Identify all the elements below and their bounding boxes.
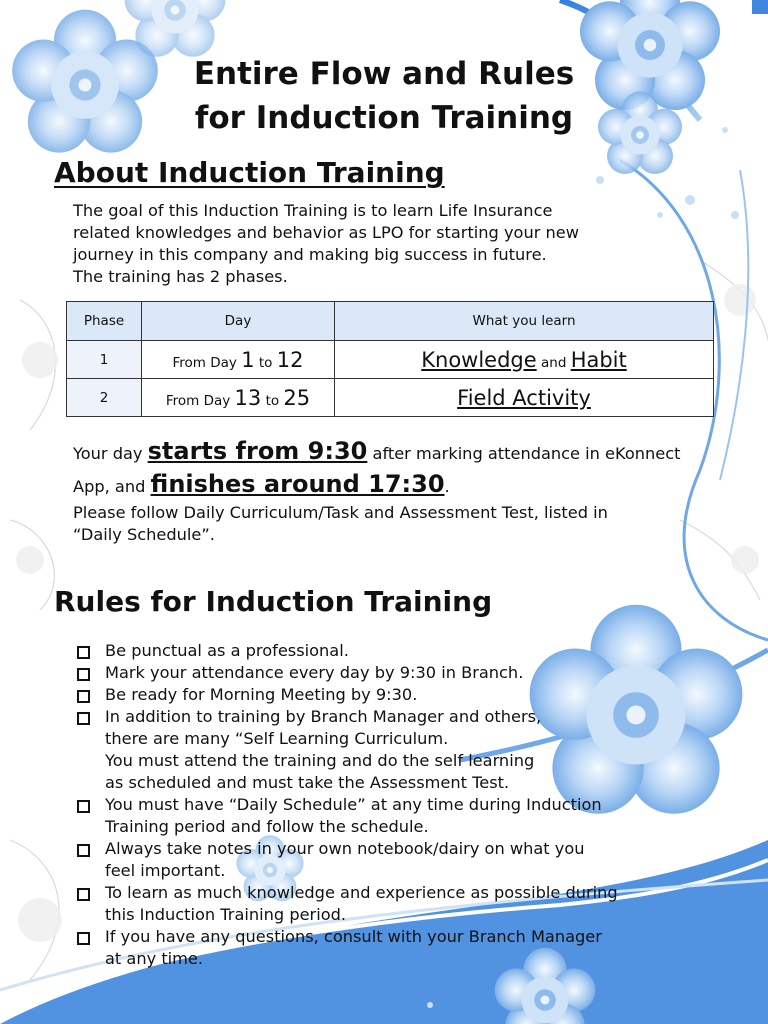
learn-join: and — [540, 354, 567, 371]
list-item — [73, 838, 713, 882]
checkbox-icon — [77, 690, 90, 703]
phase-cell: 2 — [67, 379, 142, 417]
table-row — [67, 379, 714, 417]
day-to: to — [265, 392, 280, 409]
checkbox-icon — [77, 668, 90, 681]
rule-line: as scheduled and must take the Assessment Test. — [105, 773, 510, 792]
schedule-line-4: “Daily Schedule”. — [73, 525, 215, 544]
day-prefix: From Day — [165, 392, 231, 409]
day-to: to — [258, 354, 273, 371]
list-item — [73, 662, 713, 684]
list-item — [73, 640, 713, 662]
intro-line: related knowledges and behavior as LPO for starting your new — [73, 223, 579, 242]
rules-list — [73, 640, 713, 970]
rule-line: Mark your attendance every day by 9:30 in Branch. — [105, 663, 524, 682]
start-time: starts from 9:30 — [147, 437, 368, 465]
list-item — [73, 684, 713, 706]
rules-heading: Rules for Induction Training — [54, 585, 493, 618]
checkbox-icon — [77, 932, 90, 945]
day-prefix: From Day — [172, 354, 237, 371]
day-end: 25 — [283, 385, 311, 410]
rule-line: feel important. — [105, 861, 226, 880]
day-end: 12 — [276, 347, 304, 372]
title-line-1: Entire Flow and Rules — [193, 56, 575, 92]
list-item — [73, 706, 713, 794]
rule-line: In addition to training by Branch Manager and others, — [105, 707, 542, 726]
rule-line: You must attend the training and do the self learning — [105, 751, 535, 770]
header-what-you-learn: What you learn — [335, 302, 714, 341]
list-item — [73, 926, 713, 970]
rule-line: To learn as much knowledge and experience as possible during — [105, 883, 618, 902]
day-cell — [142, 379, 335, 417]
header-day: Day — [142, 302, 335, 341]
phase-cell: 1 — [67, 341, 142, 379]
intro-line: The goal of this Induction Training is to learn Life Insurance — [73, 201, 553, 220]
checkbox-icon — [77, 646, 90, 659]
list-item — [73, 882, 713, 926]
schedule-text-3: App, and — [73, 477, 146, 496]
intro-line: journey in this company and making big success in future. — [73, 245, 547, 264]
day-cell — [142, 341, 335, 379]
table-row — [67, 341, 714, 379]
rule-line: this Induction Training period. — [105, 905, 347, 924]
list-item — [73, 794, 713, 838]
schedule-text-4: . — [444, 477, 450, 496]
page-title — [0, 52, 768, 140]
header-phase: Phase — [67, 302, 142, 341]
rule-line: there are many “Self Learning Curriculum. — [105, 729, 449, 748]
checkbox-icon — [77, 712, 90, 725]
learn-cell — [335, 341, 714, 379]
rule-line: You must have “Daily Schedule” at any time during Induction — [105, 795, 602, 814]
schedule-text-1: Your day — [73, 444, 143, 463]
rule-line: If you have any questions, consult with your Branch Manager — [105, 927, 602, 946]
rule-line: Always take notes in your own notebook/dairy on what you — [105, 839, 585, 858]
checkbox-icon — [77, 844, 90, 857]
intro-line: The training has 2 phases. — [73, 267, 288, 286]
checkbox-icon — [77, 800, 90, 813]
rule-line: Be punctual as a professional. — [105, 641, 349, 660]
day-start: 1 — [241, 347, 255, 372]
about-heading: About Induction Training — [54, 156, 445, 189]
learn-field-activity: Field Activity — [457, 385, 591, 410]
learn-habit: Habit — [570, 347, 627, 372]
title-line-2: for Induction Training — [194, 100, 574, 136]
rule-line: at any time. — [105, 949, 204, 968]
schedule-text-2: after marking attendance in eKonnect — [372, 444, 681, 463]
table-header-row — [67, 302, 714, 341]
rule-line: Be ready for Morning Meeting by 9:30. — [105, 685, 418, 704]
phase-table — [66, 301, 714, 417]
checkbox-icon — [77, 888, 90, 901]
schedule-text — [73, 436, 733, 546]
schedule-line-3: Please follow Daily Curriculum/Task and Assessment Test, listed in — [73, 503, 608, 522]
learn-knowledge: Knowledge — [421, 347, 537, 372]
about-intro — [73, 200, 713, 288]
finish-time: finishes around 17:30 — [150, 470, 445, 498]
day-start: 13 — [234, 385, 262, 410]
rule-line: Training period and follow the schedule. — [105, 817, 429, 836]
learn-cell — [335, 379, 714, 417]
